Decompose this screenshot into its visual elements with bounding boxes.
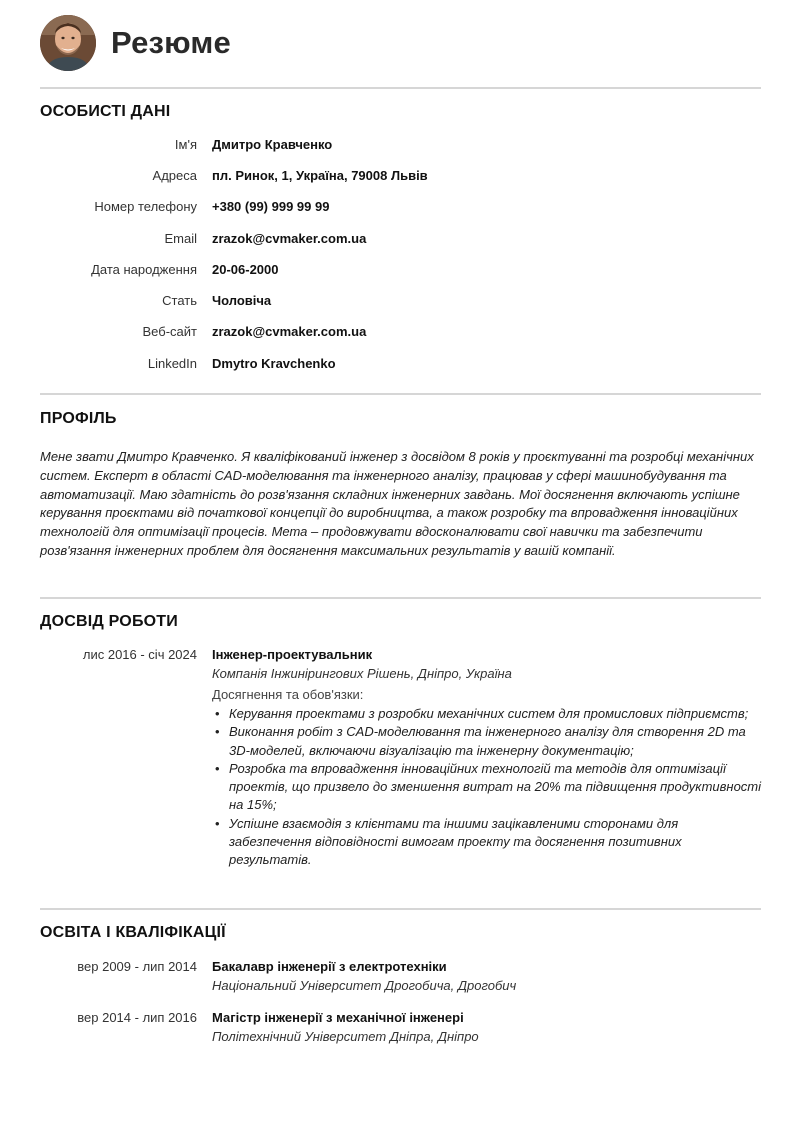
field-value: 20-06-2000 (212, 262, 279, 277)
education-dates: вер 2009 - лип 2014 (77, 959, 197, 974)
job-title: Інженер-проектувальник (212, 647, 373, 662)
field-label: Веб-сайт (142, 324, 197, 339)
education-institution: Національний Університет Дрогобича, Дрогобич (212, 978, 517, 993)
job-company: Компанія Інжинірингових Рішень, Дніпро, Україна (212, 666, 512, 681)
section-heading-experience: ДОСВІД РОБОТИ (40, 613, 178, 630)
profile-text: Мене звати Дмитро Кравченко. Я кваліфікований інженер з досвідом 8 років у проєктуванні та розробці механічних систем. Експерт в області CAD-моделювання та інженерного аналізу, працював у сфері машинобудування та автоматизації. Маю здатність до розв'язання складних інженерних завдань. Мої досягнення включають успішне керування проєктами від початкової концепції до виробництва, а також розробку та впровадження інноваційних технологій для оптимізації процесів. Мета – продовжувати вдосконалювати свої навички та забезпечити розв'язання інженерних проблем для досягнення максимальних результатів у вашій компанії. (40, 449, 754, 558)
personal-row-birthdate (40, 262, 761, 280)
education-title: Бакалавр інженерії з електротехніки (212, 959, 447, 974)
bullet-icon: • (215, 760, 220, 776)
field-value: zrazok@cvmaker.com.ua (212, 231, 367, 246)
list-item: • Виконання робіт з CAD-моделювання та інженерного аналізу для створення 2D та 3D-моделей, включаючи візуалізацію та інженерну документацію; (215, 724, 746, 758)
bullet-icon: • (215, 815, 220, 831)
field-label: LinkedIn (147, 356, 197, 371)
field-label: Email (164, 231, 197, 246)
achievements-label: Досягнення та обов'язки: (212, 687, 364, 702)
field-label: Стать (162, 293, 197, 308)
field-label: Адреса (152, 168, 197, 183)
field-value: Чоловіча (212, 293, 272, 308)
personal-row-name (40, 137, 761, 155)
education-institution: Політехнічний Університет Дніпра, Дніпро (212, 1029, 479, 1044)
personal-row-linkedin (40, 356, 761, 374)
resume-header (40, 14, 231, 72)
field-value: Dmytro Kravchenko (212, 356, 336, 371)
personal-row-gender (40, 293, 761, 311)
avatar (40, 15, 96, 71)
section-heading-personal: ОСОБИСТІ ДАНІ (40, 103, 171, 120)
field-value: пл. Ринок, 1, Україна, 79008 Львів (212, 168, 428, 183)
field-value: zrazok@cvmaker.com.ua (212, 324, 367, 339)
divider (40, 393, 761, 395)
field-label: Ім'я (174, 137, 197, 152)
list-item: • Керування проектами з розробки механічних систем для промислових підприємств; (212, 705, 762, 723)
person-photo-icon (40, 15, 96, 71)
divider (40, 597, 761, 599)
list-item: • Розробка та впровадження інноваційних технологій та методів для оптимізації проектів, що призвело до зменшення витрат на 20% та підвищення продуктивності на 15%; (215, 760, 762, 813)
list-item: • Успішне взаємодія з клієнтами та іншими зацікавленими сторонами для забезпечення відповідності вимогам проекту та досягнення позитивних результатів. (215, 815, 682, 868)
bullet-icon: • (215, 706, 220, 721)
achievements-list (212, 705, 762, 870)
personal-row-website (40, 324, 761, 342)
field-label: Дата народження (91, 262, 197, 277)
divider (40, 908, 761, 910)
section-heading-profile: ПРОФІЛЬ (40, 410, 117, 427)
personal-row-email (40, 231, 761, 249)
field-value: +380 (99) 999 99 99 (212, 199, 330, 214)
job-dates: лис 2016 - січ 2024 (82, 647, 197, 662)
education-dates: вер 2014 - лип 2016 (77, 1010, 197, 1025)
education-title: Магістр інженерії з механічної інженері (212, 1010, 464, 1025)
divider (40, 87, 761, 89)
field-label: Номер телефону (94, 199, 197, 214)
bullet-icon: • (215, 724, 220, 740)
section-heading-education: ОСВІТА І КВАЛІФІКАЦІЇ (40, 924, 226, 941)
field-value: Дмитро Кравченко (212, 137, 333, 152)
personal-row-address (40, 168, 761, 186)
personal-row-phone (40, 199, 761, 217)
page-title: Резюме (111, 25, 231, 60)
